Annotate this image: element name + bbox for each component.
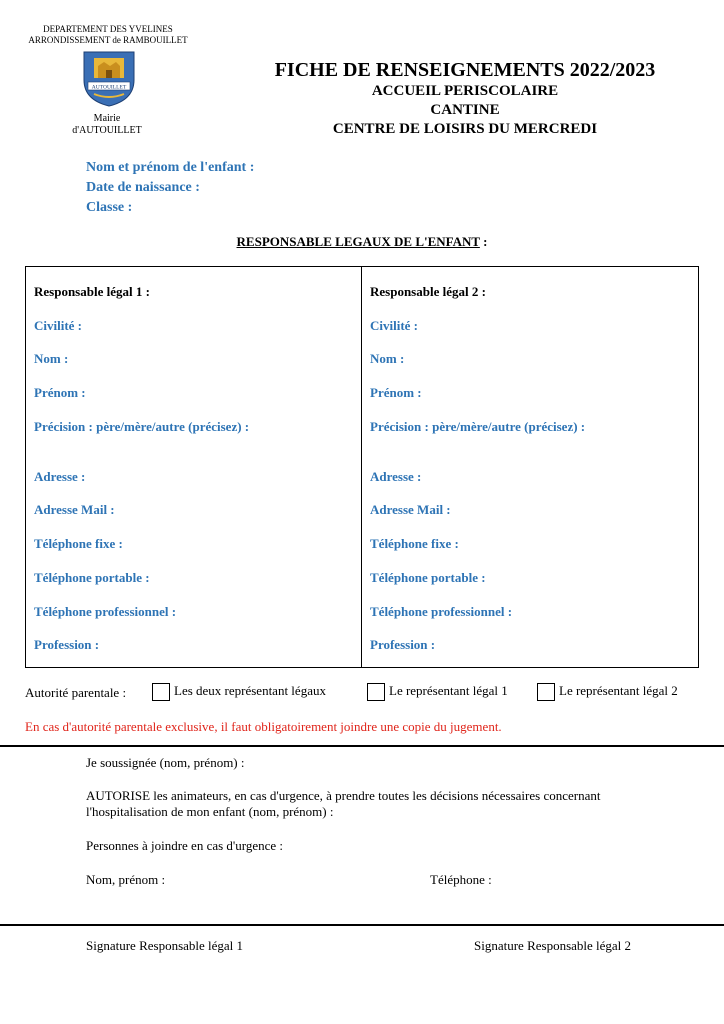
section-heading <box>0 234 724 250</box>
child-birthdate-field[interactable]: Date de naissance : <box>86 180 200 195</box>
option-legal-2-label: Le représentant légal 2 <box>559 683 678 698</box>
option-legal-1-label: Le représentant légal 1 <box>389 683 508 698</box>
subtitle-centre-loisirs: CENTRE DE LOISIRS DU MERCREDI <box>332 121 598 137</box>
mairie-line1: Mairie <box>93 113 121 124</box>
subtitle-accueil: ACCUEIL PERISCOLAIRE <box>371 83 559 99</box>
checkbox-both[interactable] <box>152 683 170 701</box>
divider-top <box>0 745 724 747</box>
r1-tel-portable-field[interactable]: Téléphone portable : <box>34 570 150 585</box>
r2-tel-portable-field[interactable]: Téléphone portable : <box>370 570 486 585</box>
section-heading-text: RESPONSABLE LEGAUX DE L'ENFANT <box>236 234 480 249</box>
r1-prenom-field[interactable]: Prénom : <box>34 385 86 400</box>
r2-tel-pro-field[interactable]: Téléphone professionnel : <box>370 604 513 619</box>
r1-adresse-field[interactable]: Adresse : <box>34 469 86 484</box>
r2-nom-field[interactable]: Nom : <box>370 351 405 366</box>
header-left <box>10 24 206 46</box>
child-info <box>86 158 254 218</box>
r2-civilite-field[interactable]: Civilité : <box>370 318 419 333</box>
autorite-label: Autorité parentale : <box>25 685 127 700</box>
signature-legal-1[interactable]: Signature Responsable légal 1 <box>86 938 244 953</box>
checkbox-legal-1[interactable] <box>367 683 385 701</box>
r1-precision-field[interactable]: Précision : père/mère/autre (précisez) : <box>34 419 250 434</box>
responsable-2-column <box>362 267 698 667</box>
option-both-label: Les deux représentant légaux <box>174 683 326 698</box>
r1-tel-pro-field[interactable]: Téléphone professionnel : <box>34 604 177 619</box>
divider-bottom <box>0 924 724 926</box>
page-title-block <box>220 58 710 139</box>
option-both <box>152 683 326 701</box>
autorise-line1: AUTORISE les animateurs, en cas d'urgence, à prendre toutes les décisions nécessaires concernant <box>86 788 601 803</box>
r1-email-field[interactable]: Adresse Mail : <box>34 502 115 517</box>
r2-email-field[interactable]: Adresse Mail : <box>370 502 451 517</box>
r1-civilite-field[interactable]: Civilité : <box>34 318 83 333</box>
r1-nom-field[interactable]: Nom : <box>34 351 69 366</box>
section-heading-suffix: : <box>479 234 488 249</box>
r1-profession-field[interactable]: Profession : <box>34 637 100 652</box>
autorise-text <box>86 788 706 820</box>
child-name-field[interactable]: Nom et prénom de l'enfant : <box>86 160 255 175</box>
responsable-2-title: Responsable légal 2 : <box>370 284 486 299</box>
page-title: FICHE DE RENSEIGNEMENTS 2022/2023 <box>274 59 656 81</box>
mairie-line2: d'AUTOUILLET <box>72 125 142 136</box>
responsable-1-title: Responsable légal 1 : <box>34 284 150 299</box>
r2-prenom-field[interactable]: Prénom : <box>370 385 422 400</box>
soussigne-field[interactable]: Je soussignée (nom, prénom) : <box>86 755 245 770</box>
option-legal-1 <box>367 683 508 701</box>
option-legal-2 <box>537 683 678 701</box>
crest-banner-text: AUTOUILLET <box>91 84 127 91</box>
checkbox-legal-2[interactable] <box>537 683 555 701</box>
r2-adresse-field[interactable]: Adresse : <box>370 469 422 484</box>
autorise-line2[interactable]: l'hospitalisation de mon enfant (nom, prénom) : <box>86 804 334 819</box>
urgence-nom-prenom-field[interactable]: Nom, prénom : <box>86 872 166 887</box>
r1-tel-fixe-field[interactable]: Téléphone fixe : <box>34 536 123 551</box>
warning-text: En cas d'autorité parentale exclusive, il faut obligatoirement joindre une copie du jugement. <box>25 719 502 734</box>
child-class-field[interactable]: Classe : <box>86 200 133 215</box>
mairie-label <box>52 113 162 137</box>
arrondissement-text: ARRONDISSEMENT de RAMBOUILLET <box>28 35 188 45</box>
r2-profession-field[interactable]: Profession : <box>370 637 436 652</box>
r2-tel-fixe-field[interactable]: Téléphone fixe : <box>370 536 459 551</box>
subtitle-cantine: CANTINE <box>430 102 500 118</box>
personnes-urgence-label: Personnes à joindre en cas d'urgence : <box>86 838 284 853</box>
town-crest-logo <box>80 50 138 108</box>
responsable-1-column <box>26 267 362 667</box>
responsables-table <box>25 266 699 668</box>
signature-legal-2[interactable]: Signature Responsable légal 2 <box>474 938 632 953</box>
department-text: DEPARTEMENT DES YVELINES <box>43 24 173 34</box>
r2-precision-field[interactable]: Précision : père/mère/autre (précisez) : <box>370 419 586 434</box>
urgence-telephone-field[interactable]: Téléphone : <box>430 872 492 887</box>
